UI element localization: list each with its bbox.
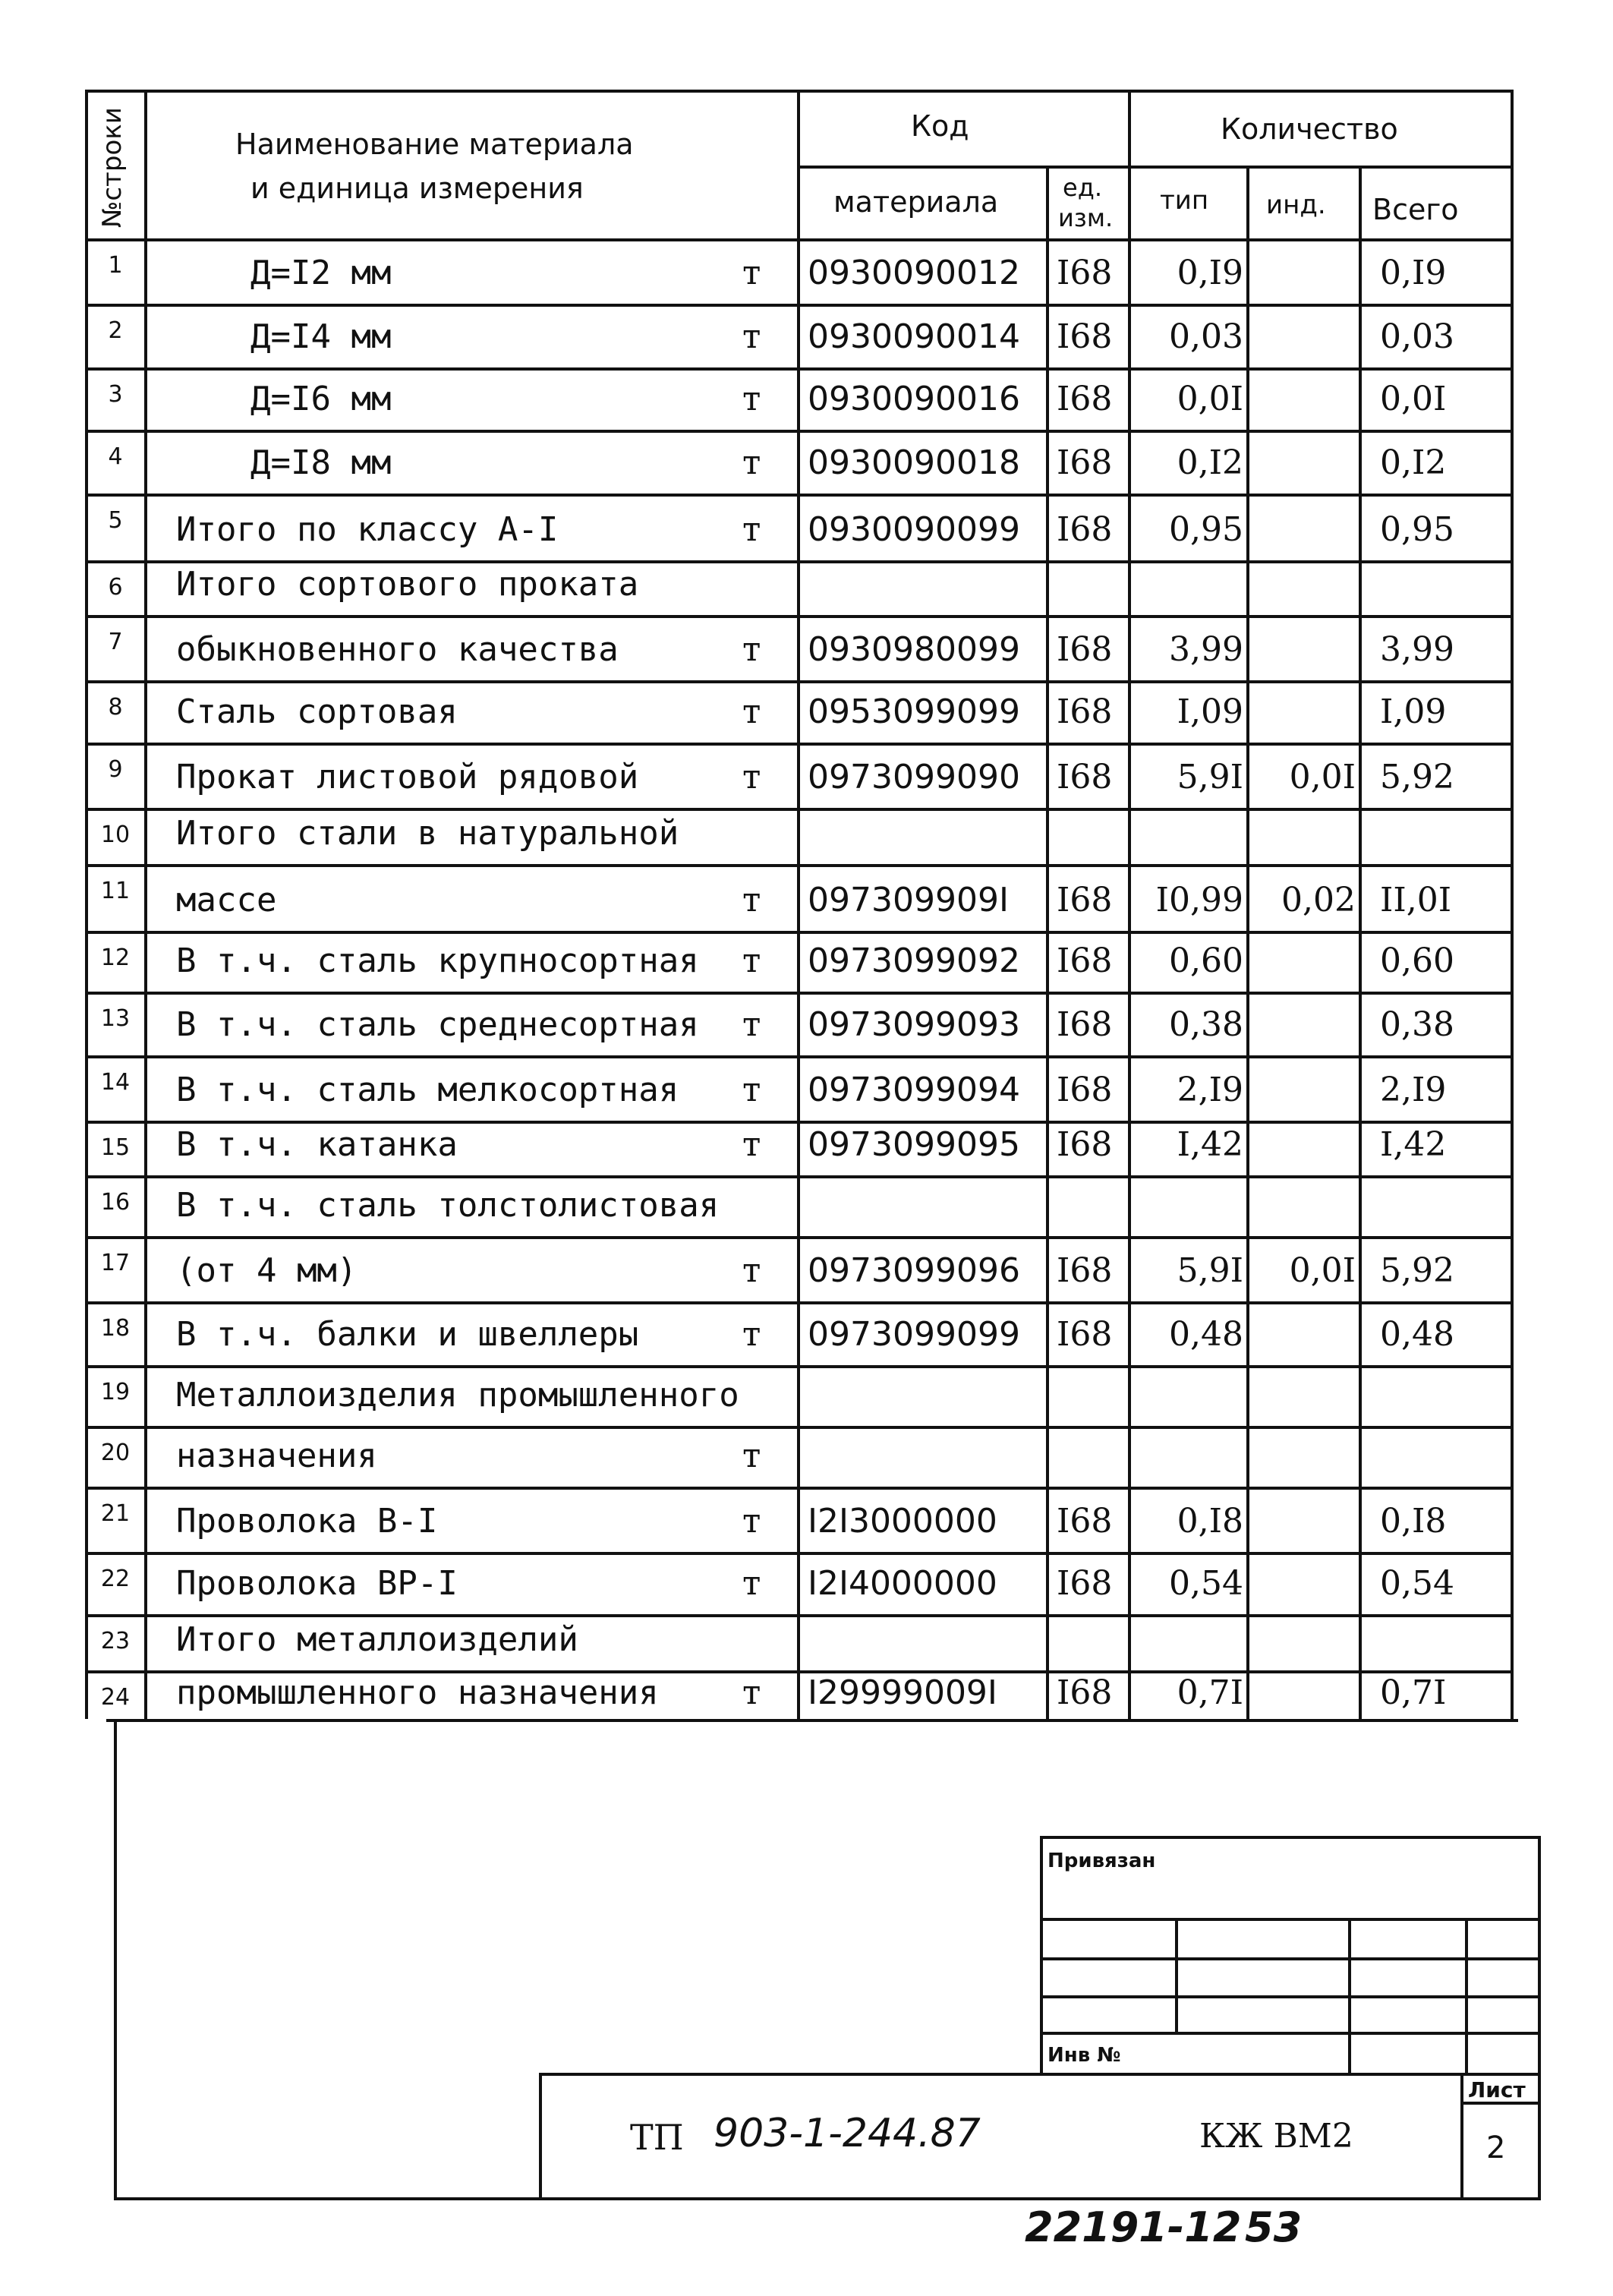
row-separator: [85, 931, 1514, 934]
qty-ind: 0,0I: [1289, 1251, 1356, 1290]
material-name: Д=I4 мм: [250, 317, 392, 356]
row-number: 14: [100, 1069, 131, 1096]
material-code: 0973099096: [808, 1251, 1020, 1290]
row-number: 2: [108, 317, 123, 344]
sheet-number: 2: [1486, 2130, 1506, 2165]
qty-total: 3,99: [1380, 630, 1454, 669]
qty-typ: 0,54: [1169, 1564, 1243, 1603]
row-separator: [85, 304, 1514, 307]
qty-total: 0,03: [1380, 317, 1454, 356]
material-code: 0930090012: [808, 254, 1020, 292]
material-name: назначения: [176, 1437, 377, 1475]
row-number: 11: [100, 878, 131, 904]
material-code: 0930090016: [808, 380, 1020, 418]
qty-typ: 5,9I: [1177, 1251, 1243, 1290]
drawing-set: КЖ ВМ2: [1199, 2117, 1353, 2156]
row-separator: [85, 1121, 1514, 1124]
archive-number: 22191-12: [1025, 2203, 1242, 2251]
unit: т: [742, 317, 761, 356]
material-name: Проволока В-I: [176, 1502, 438, 1541]
unit-code: I68: [1057, 1502, 1113, 1541]
qty-total: 5,92: [1380, 1251, 1454, 1290]
material-name: Прокат листовой рядовой: [176, 758, 639, 796]
material-name: Итого по классу А-I: [176, 510, 559, 549]
row-separator: [85, 864, 1514, 867]
qty-total: 5,92: [1380, 758, 1454, 796]
code-material-header: материала: [833, 185, 999, 219]
qty-typ-header: тип: [1160, 185, 1209, 216]
unit-code: I68: [1057, 941, 1113, 980]
row-number: 19: [100, 1379, 131, 1405]
unit-code: I68: [1057, 510, 1113, 549]
quantity-group-line: [1128, 90, 1131, 1719]
unit-code: I68: [1057, 881, 1113, 919]
material-name: обыкновенного качества: [176, 630, 619, 669]
row-separator: [85, 992, 1514, 995]
unit-code: I68: [1057, 692, 1113, 731]
material-code: 0953099099: [808, 692, 1020, 731]
material-code: 097309909I: [808, 881, 1009, 919]
material-code: 0973099090: [808, 758, 1020, 796]
material-name: В т.ч. сталь среднесортная: [176, 1005, 699, 1044]
unit-code: I68: [1057, 1673, 1113, 1712]
material-code: 0973099092: [808, 941, 1020, 980]
row-number: 7: [108, 629, 123, 655]
qty-total: I,09: [1380, 692, 1447, 731]
name-header-line1: Наименование материала: [235, 128, 634, 161]
row-separator: [85, 743, 1514, 746]
qty-typ: 0,7I: [1177, 1673, 1243, 1712]
row-number: 3: [108, 381, 123, 408]
row-separator: [85, 808, 1514, 811]
qty-typ: 0,I8: [1177, 1502, 1243, 1541]
material-code: I29999009I: [808, 1673, 997, 1712]
unit-code: I68: [1057, 443, 1113, 482]
material-code: 0930090018: [808, 443, 1020, 482]
material-code: 0930090099: [808, 510, 1020, 549]
material-code: 0930090014: [808, 317, 1020, 356]
material-code: I2I4000000: [808, 1564, 997, 1603]
unit: т: [742, 380, 761, 418]
row-number: 6: [108, 574, 123, 601]
row-number: 4: [108, 443, 123, 470]
material-name: (от 4 мм): [176, 1251, 358, 1290]
unit: т: [742, 1502, 761, 1541]
row-separator: [85, 1055, 1514, 1058]
qty-total: 2,I9: [1380, 1071, 1447, 1109]
row-number: 13: [100, 1005, 131, 1032]
qty-total: I,42: [1380, 1125, 1447, 1164]
material-code: 0930980099: [808, 630, 1020, 669]
qty-total-header: Всего: [1372, 193, 1459, 226]
qty-total: 0,54: [1380, 1564, 1454, 1603]
row-number: 21: [100, 1500, 131, 1527]
row-number: 8: [108, 694, 123, 721]
qty-typ: 3,99: [1169, 630, 1243, 669]
row-number: 20: [100, 1440, 131, 1466]
qty-ind: 0,0I: [1289, 758, 1356, 796]
qty-ind: 0,02: [1281, 881, 1356, 919]
unit: т: [742, 881, 761, 919]
material-name: массе: [176, 881, 277, 919]
quantity-header: Количество: [1221, 112, 1398, 146]
material-name: Д=I2 мм: [250, 254, 392, 292]
row-separator: [85, 1552, 1514, 1555]
qty-total: 0,I2: [1380, 443, 1447, 482]
attached-label: Привязан: [1048, 1850, 1156, 1872]
project-number: 903-1-244.87: [714, 2111, 981, 2156]
unit: т: [742, 1673, 761, 1712]
unit: т: [742, 1071, 761, 1109]
row-number-header: №строки: [97, 107, 128, 228]
sheet-label: Лист: [1468, 2077, 1526, 2102]
qty-typ: 0,03: [1169, 317, 1243, 356]
unit: т: [742, 941, 761, 980]
unit-code: I68: [1057, 380, 1113, 418]
material-code: 0973099094: [808, 1071, 1020, 1109]
right-border: [1511, 90, 1514, 1719]
code-subheader-line: [797, 166, 1514, 169]
qty-total: 0,60: [1380, 941, 1454, 980]
material-name: Сталь сортовая: [176, 692, 458, 731]
row-separator: [85, 680, 1514, 683]
material-name: Итого стали в натуральной: [176, 814, 679, 853]
qty-total: 0,7I: [1380, 1673, 1447, 1712]
row-number: 1: [108, 252, 123, 279]
unit: т: [742, 1251, 761, 1290]
qty-total: 0,I8: [1380, 1502, 1447, 1541]
qty-typ: 0,I2: [1177, 443, 1243, 482]
code-col-line: [797, 90, 800, 1719]
qty-total: 0,48: [1380, 1315, 1454, 1354]
uom-header-line1: ед.: [1063, 173, 1102, 202]
row-separator: [85, 494, 1514, 497]
unit: т: [742, 510, 761, 549]
unit: т: [742, 692, 761, 731]
material-code: 0973099093: [808, 1005, 1020, 1044]
qty-typ: 0,0I: [1177, 380, 1243, 418]
rowno-col-line: [144, 90, 147, 1719]
unit: т: [742, 1315, 761, 1354]
table-bottom-border: [106, 1719, 1518, 1722]
material-name: Д=I8 мм: [250, 443, 392, 482]
unit-code: I68: [1057, 1125, 1113, 1164]
unit: т: [742, 630, 761, 669]
material-name: Д=I6 мм: [250, 380, 392, 418]
unit: т: [742, 1125, 761, 1164]
material-code: I2I3000000: [808, 1502, 997, 1541]
row-separator: [85, 1487, 1514, 1490]
material-name: Итого металлоизделий: [176, 1620, 578, 1659]
unit: т: [742, 758, 761, 796]
unit-code: I68: [1057, 1005, 1113, 1044]
unit-code: I68: [1057, 1564, 1113, 1603]
unit: т: [742, 1564, 761, 1603]
row-number: 12: [100, 945, 131, 971]
qty-typ: I,42: [1177, 1125, 1243, 1164]
qty-total: 0,0I: [1380, 380, 1447, 418]
unit-code: I68: [1057, 630, 1113, 669]
unit: т: [742, 1437, 761, 1475]
unit-code: I68: [1057, 1315, 1113, 1354]
unit-code: I68: [1057, 758, 1113, 796]
row-separator: [85, 1236, 1514, 1239]
row-separator: [85, 1365, 1514, 1368]
row-separator: [85, 615, 1514, 618]
qty-total: 0,38: [1380, 1005, 1454, 1044]
name-header-line2: и единица измерения: [250, 172, 584, 205]
qty-ind-header: инд.: [1266, 190, 1326, 220]
row-separator: [85, 430, 1514, 433]
code-header: Код: [911, 109, 969, 143]
unit-code: I68: [1057, 1071, 1113, 1109]
material-name: В т.ч. катанка: [176, 1125, 458, 1164]
qty-typ: 5,9I: [1177, 758, 1243, 796]
row-number: 17: [100, 1250, 131, 1276]
row-number: 9: [108, 756, 123, 783]
row-separator: [85, 1175, 1514, 1178]
row-number: 24: [100, 1684, 131, 1711]
unit-code: I68: [1057, 317, 1113, 356]
unit: т: [742, 254, 761, 292]
row-separator: [85, 1301, 1514, 1304]
qty-typ: I0,99: [1155, 881, 1243, 919]
unit-code: I68: [1057, 1251, 1113, 1290]
row-separator: [85, 1614, 1514, 1617]
unit-code: I68: [1057, 254, 1113, 292]
row-number: 5: [108, 507, 123, 534]
row-number: 22: [100, 1566, 131, 1592]
row-separator: [85, 560, 1514, 563]
material-name: В т.ч. сталь крупносортная: [176, 941, 699, 980]
row-number: 15: [100, 1134, 131, 1161]
row-separator: [85, 367, 1514, 371]
qty-total: II,0I: [1380, 881, 1452, 919]
unit: т: [742, 443, 761, 482]
qty-typ: 0,95: [1169, 510, 1243, 549]
qty-typ: 2,I9: [1177, 1071, 1243, 1109]
row-number: 23: [100, 1628, 131, 1654]
row-number: 10: [100, 822, 131, 848]
material-name: Итого сортового проката: [176, 565, 639, 604]
qty-typ: 0,38: [1169, 1005, 1243, 1044]
inv-no-label: Инв №: [1048, 2044, 1121, 2067]
row-number: 16: [100, 1189, 131, 1216]
material-name: Металлоизделия промышленного: [176, 1376, 739, 1414]
qty-total: 0,95: [1380, 510, 1454, 549]
material-name: В т.ч. сталь толстолистовая: [176, 1186, 720, 1225]
material-code: 0973099099: [808, 1315, 1020, 1354]
project-prefix: ТП: [630, 2117, 684, 2158]
material-name: Проволока ВР-I: [176, 1564, 458, 1603]
qty-typ: I,09: [1177, 692, 1243, 731]
row-number: 18: [100, 1315, 131, 1342]
material-name: В т.ч. сталь мелкосортная: [176, 1071, 679, 1109]
row-separator: [85, 1426, 1514, 1429]
qty-total: 0,I9: [1380, 254, 1447, 292]
page-number: 53: [1245, 2203, 1303, 2251]
unit: т: [742, 1005, 761, 1044]
material-name: В т.ч. балки и швеллеры: [176, 1315, 639, 1354]
qty-typ: 0,48: [1169, 1315, 1243, 1354]
qty-typ: 0,60: [1169, 941, 1243, 980]
qty-typ: 0,I9: [1177, 254, 1243, 292]
material-code: 0973099095: [808, 1125, 1020, 1164]
material-name: промышленного назначения: [176, 1673, 659, 1712]
uom-header-line2: изм.: [1058, 203, 1114, 232]
